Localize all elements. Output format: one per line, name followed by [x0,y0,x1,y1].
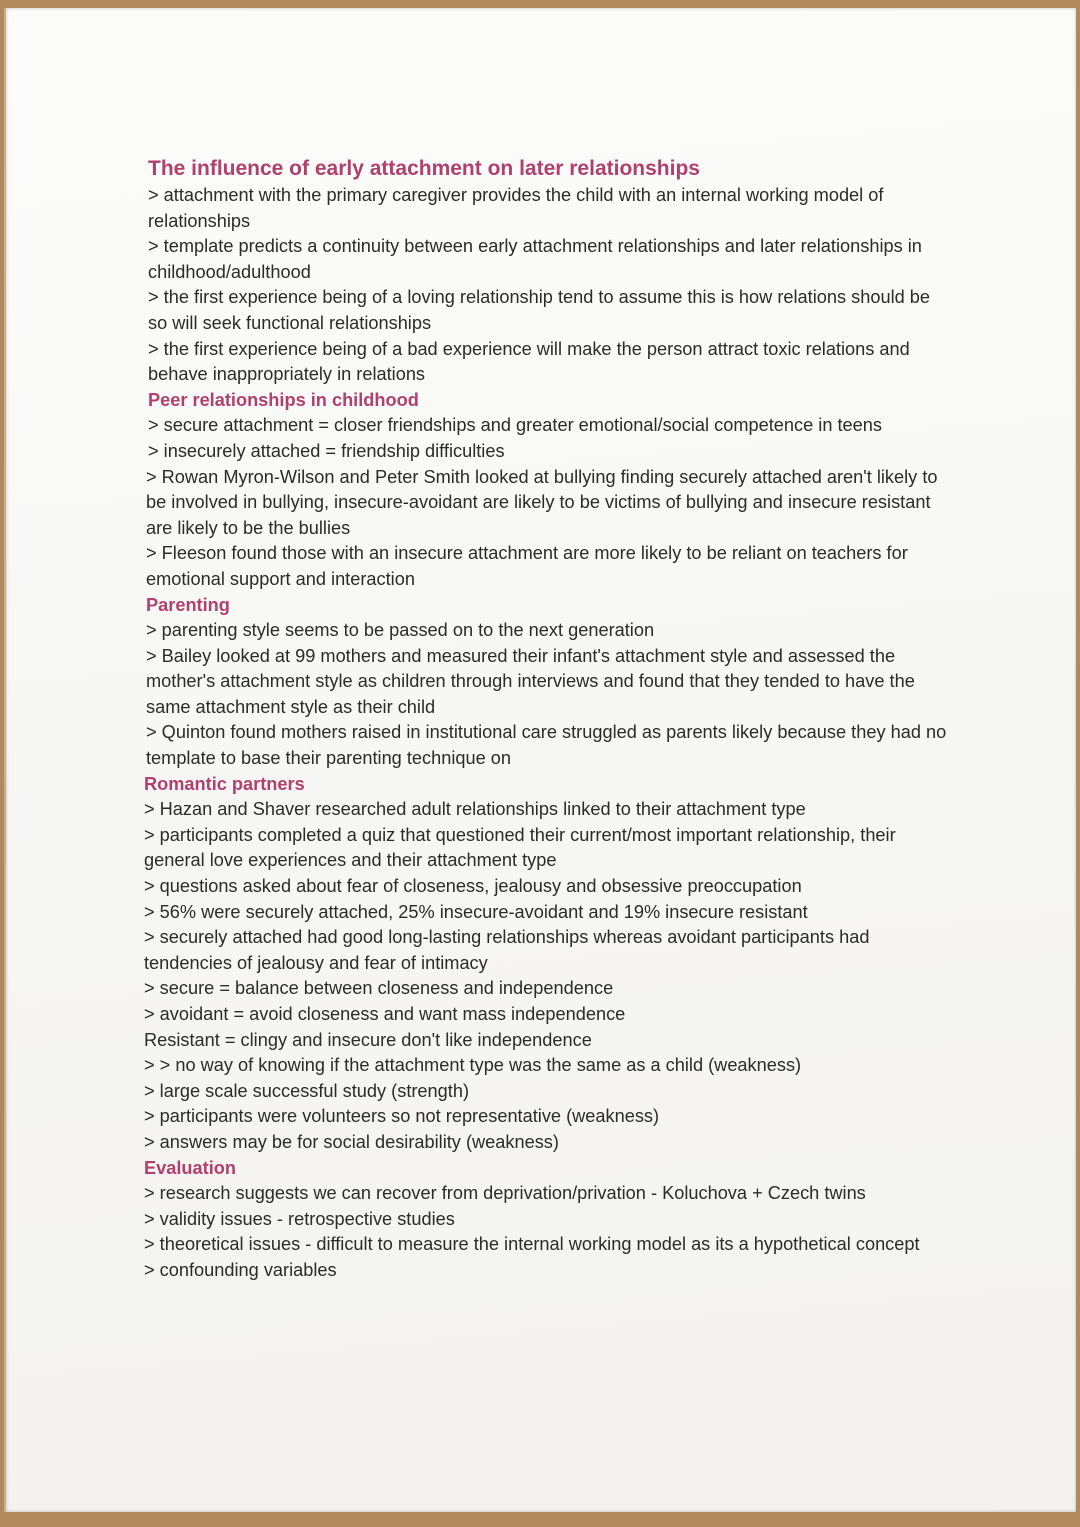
page-title: The influence of early attachment on later relationships [148,157,700,180]
romantic-line: > securely attached had good long-lasting relationships whereas avoidant participants had tendencies of jealousy and fear of intimacy [144,927,870,973]
peer-line: > Fleeson found those with an insecure attachment are more likely to be reliant on teachers for emotional support and interaction [146,543,908,589]
evaluation-line: > validity issues - retrospective studies [144,1208,455,1229]
evaluation-line: > theoretical issues - difficult to measure the internal working model as its a hypothetical concept [144,1234,920,1255]
romantic-line: > > no way of knowing if the attachment type was the same as a child (weakness) [144,1055,802,1076]
intro-line: > template predicts a continuity between early attachment relationships and later relationships in childhood/adulthood [148,236,922,282]
peer-line: > insecurely attached = friendship difficulties [148,440,505,461]
romantic-line: > Hazan and Shaver researched adult relationships linked to their attachment type [144,799,806,820]
notes-content [144,156,954,1284]
intro-line: > the first experience being of a loving relationship tend to assume this is how relations should be so will seek functional relationships [148,287,931,333]
parenting-line: > parenting style seems to be passed on to the next generation [146,620,655,641]
peer-line: > secure attachment = closer friendships and greater emotional/social competence in teens [148,415,882,436]
romantic-line: > participants completed a quiz that questioned their current/most important relationship, their general love experiences and their attachment type [144,824,896,871]
peer-line: > Rowan Myron-Wilson and Peter Smith looked at bullying finding securely attached aren't likely to be involved in bullying, insecure-avoidant are likely to be victims of bullying and insecure resistant are likely to be the bullies [146,466,938,538]
romantic-line: > avoidant = avoid closeness and want mass independence [144,1004,626,1024]
section-heading-romantic: Romantic partners [144,773,305,794]
romantic-line: > answers may be for social desirability (weakness) [144,1131,559,1152]
evaluation-line: > research suggests we can recover from deprivation/privation - Koluchova + Czech twins [144,1183,866,1204]
paper-sheet [4,8,1076,1512]
romantic-line: > questions asked about fear of closeness, jealousy and obsessive preoccupation [144,876,802,897]
parenting-line: > Quinton found mothers raised in institutional care struggled as parents likely because they had no template to base their parenting technique on [146,722,947,769]
section-heading-peer: Peer relationships in childhood [148,389,419,410]
romantic-line: > 56% were securely attached, 25% insecure-avoidant and 19% insecure resistant [144,901,808,922]
intro-line: > the first experience being of a bad experience will make the person attract toxic relations and behave inappropriately in relations [148,338,910,385]
romantic-line: > participants were volunteers so not representative (weakness) [144,1106,660,1127]
romantic-line: > secure = balance between closeness and independence [144,978,614,999]
section-heading-parenting: Parenting [146,594,230,615]
section-heading-evaluation: Evaluation [144,1157,236,1178]
intro-line: > attachment with the primary caregiver provides the child with an internal working model of relationships [148,185,884,231]
evaluation-line: > confounding variables [144,1259,337,1280]
romantic-line: Resistant = clingy and insecure don't like independence [144,1029,592,1050]
romantic-line: > large scale successful study (strength) [144,1080,469,1101]
parenting-line: > Bailey looked at 99 mothers and measured their infant's attachment style and assessed the mother's attachment style as children through interviews and found that they tended to have the same attachment style as their child [146,645,915,717]
